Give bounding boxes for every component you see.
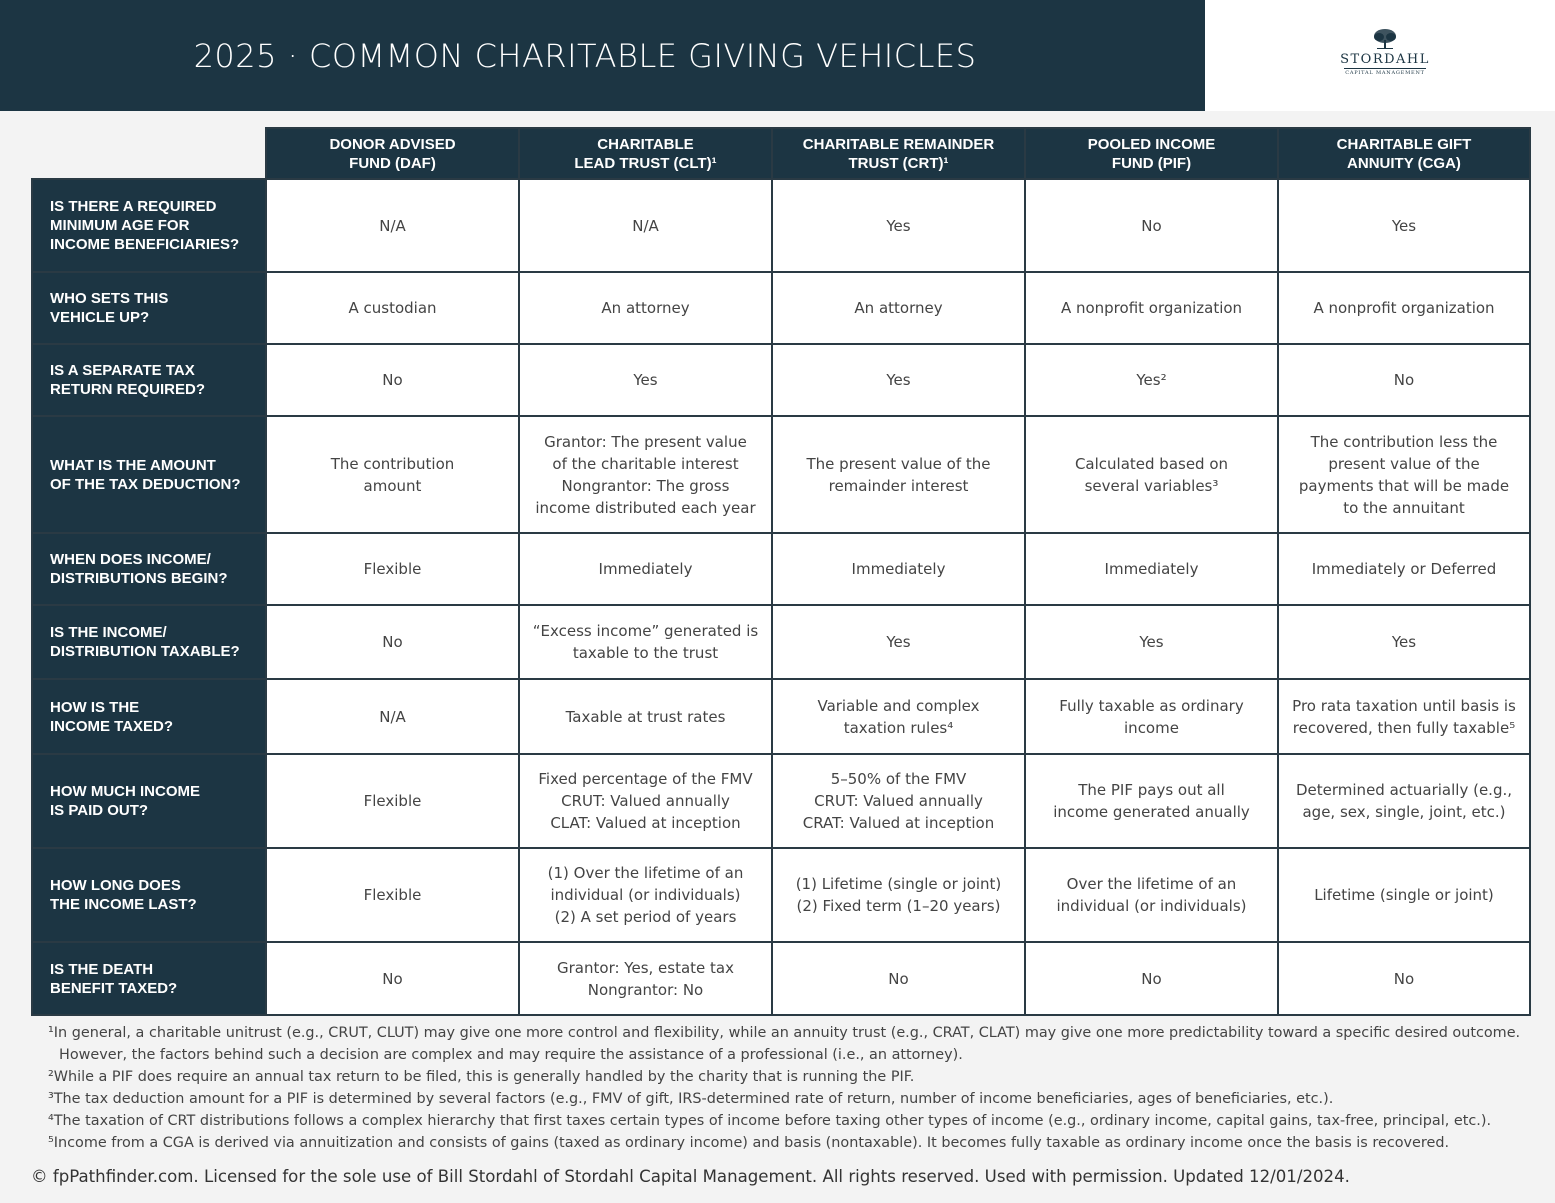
table-cell-daf: The contribution amount — [266, 416, 519, 533]
table-row — [32, 848, 1530, 942]
column-header-daf: DONOR ADVISED FUND (DAF) — [266, 128, 519, 179]
table-cell-cga: No — [1278, 942, 1530, 1015]
table-cell-pif: Yes — [1025, 605, 1278, 679]
comparison-table — [31, 127, 1531, 1016]
table-cell-pif: A nonprofit organization — [1025, 272, 1278, 344]
copyright-notice: © fpPathfinder.com. Licensed for the sole use of Bill Stordahl of Stordahl Capital Management. All rights reserved. Used with permission. Updated 12/01/2024. — [31, 1167, 1350, 1186]
row-header: HOW LONG DOES THE INCOME LAST? — [32, 848, 266, 942]
table-cell-cga: Lifetime (single or joint) — [1278, 848, 1530, 942]
footnote-5: ⁵Income from a CGA is derived via annuitization and consists of gains (taxed as ordinary income) and basis (nontaxable). It becomes fully taxable as ordinary income once the basis is recovered. — [48, 1135, 1450, 1151]
table-cell-clt: Taxable at trust rates — [519, 679, 772, 754]
table-row — [32, 754, 1530, 848]
table-cell-pif: No — [1025, 942, 1278, 1015]
table-cell-daf: N/A — [266, 679, 519, 754]
header-banner — [0, 0, 1205, 111]
logo-name: STORDAHL — [1340, 52, 1430, 67]
table-cell-crt: An attorney — [772, 272, 1025, 344]
table-cell-daf: A custodian — [266, 272, 519, 344]
table-cell-pif: No — [1025, 179, 1278, 272]
row-header: IS A SEPARATE TAX RETURN REQUIRED? — [32, 344, 266, 416]
row-header: WHO SETS THIS VEHICLE UP? — [32, 272, 266, 344]
footnote-1: ¹In general, a charitable unitrust (e.g., CRUT, CLUT) may give one more control and flexibility, while an annuity trust (e.g., CRAT, CLAT) may give one more predictability toward a specific desired outcome. However, the factors behind such a decision are complex and may require the assistance of a professional (i.e., an attorney). — [48, 1025, 1521, 1063]
table-cell-daf: N/A — [266, 179, 519, 272]
row-header: IS THE INCOME/ DISTRIBUTION TAXABLE? — [32, 605, 266, 679]
table-cell-clt: Yes — [519, 344, 772, 416]
table-cell-daf: Flexible — [266, 533, 519, 605]
table-cell-daf: No — [266, 605, 519, 679]
table-cell-clt: “Excess income” generated is taxable to the trust — [519, 605, 772, 679]
column-header-row — [32, 128, 1530, 179]
table-cell-clt: Immediately — [519, 533, 772, 605]
company-logo — [1330, 28, 1440, 76]
table-cell-pif: Yes² — [1025, 344, 1278, 416]
table-cell-clt: Grantor: Yes, estate tax Nongrantor: No — [519, 942, 772, 1015]
footnote-3: ³The tax deduction amount for a PIF is determined by several factors (e.g., FMV of gift, IRS-determined rate of return, number of income beneficiaries, ages of beneficiaries, etc.). — [48, 1091, 1334, 1107]
column-header-cga: CHARITABLE GIFT ANNUITY (CGA) — [1278, 128, 1530, 179]
footnotes — [48, 1022, 1543, 1154]
table-row — [32, 605, 1530, 679]
table-cell-crt: Yes — [772, 179, 1025, 272]
table-cell-clt: An attorney — [519, 272, 772, 344]
table-row — [32, 179, 1530, 272]
table-cell-cga: A nonprofit organization — [1278, 272, 1530, 344]
table-cell-pif: The PIF pays out all income generated anually — [1025, 754, 1278, 848]
row-header: HOW MUCH INCOME IS PAID OUT? — [32, 754, 266, 848]
row-header: WHEN DOES INCOME/ DISTRIBUTIONS BEGIN? — [32, 533, 266, 605]
column-header-pif: POOLED INCOME FUND (PIF) — [1025, 128, 1278, 179]
row-header: WHAT IS THE AMOUNT OF THE TAX DEDUCTION? — [32, 416, 266, 533]
row-header: IS THERE A REQUIRED MINIMUM AGE FOR INCOME BENEFICIARIES? — [32, 179, 266, 272]
table-cell-clt: Fixed percentage of the FMV CRUT: Valued annually CLAT: Valued at inception — [519, 754, 772, 848]
table-cell-clt: (1) Over the lifetime of an individual (or individuals) (2) A set period of years — [519, 848, 772, 942]
logo-subtitle: CAPITAL MANAGEMENT — [1345, 70, 1425, 76]
table-row — [32, 533, 1530, 605]
table-cell-cga: Determined actuarially (e.g., age, sex, single, joint, etc.) — [1278, 754, 1530, 848]
table-cell-crt: (1) Lifetime (single or joint) (2) Fixed term (1–20 years) — [772, 848, 1025, 942]
table-cell-daf: Flexible — [266, 848, 519, 942]
table-cell-crt: No — [772, 942, 1025, 1015]
table-cell-pif: Over the lifetime of an individual (or individuals) — [1025, 848, 1278, 942]
table-cell-daf: No — [266, 344, 519, 416]
table-cell-pif: Fully taxable as ordinary income — [1025, 679, 1278, 754]
table-cell-clt: N/A — [519, 179, 772, 272]
footnote-2: ²While a PIF does require an annual tax return to be filed, this is generally handled by the charity that is running the PIF. — [48, 1069, 915, 1085]
table-cell-crt: The present value of the remainder interest — [772, 416, 1025, 533]
table-cell-crt: Yes — [772, 344, 1025, 416]
table-cell-crt: Immediately — [772, 533, 1025, 605]
table-cell-cga: Immediately or Deferred — [1278, 533, 1530, 605]
table-cell-pif: Calculated based on several variables³ — [1025, 416, 1278, 533]
table-row — [32, 344, 1530, 416]
table-cell-cga: No — [1278, 344, 1530, 416]
table-cell-crt: Variable and complex taxation rules⁴ — [772, 679, 1025, 754]
table-cell-daf: Flexible — [266, 754, 519, 848]
table-row — [32, 272, 1530, 344]
table-cell-cga: The contribution less the present value of the payments that will be made to the annuitant — [1278, 416, 1530, 533]
row-header: IS THE DEATH BENEFIT TAXED? — [32, 942, 266, 1015]
table-cell-cga: Pro rata taxation until basis is recovered, then fully taxable⁵ — [1278, 679, 1530, 754]
table-cell-crt: Yes — [772, 605, 1025, 679]
page-title: 2025 · COMMON CHARITABLE GIVING VEHICLES — [193, 36, 977, 75]
column-header-crt: CHARITABLE REMAINDER TRUST (CRT)¹ — [772, 128, 1025, 179]
table-row — [32, 679, 1530, 754]
column-header-clt: CHARITABLE LEAD TRUST (CLT)¹ — [519, 128, 772, 179]
table-cell-pif: Immediately — [1025, 533, 1278, 605]
table-row — [32, 942, 1530, 1015]
table-corner — [32, 128, 266, 179]
table-cell-crt: 5–50% of the FMV CRUT: Valued annually CRAT: Valued at inception — [772, 754, 1025, 848]
table-cell-cga: Yes — [1278, 179, 1530, 272]
row-header: HOW IS THE INCOME TAXED? — [32, 679, 266, 754]
footnote-4: ⁴The taxation of CRT distributions follows a complex hierarchy that first taxes certain types of income before taxing other types of income (e.g., ordinary income, capital gains, tax-free, principal, etc.). — [48, 1113, 1492, 1129]
table-cell-daf: No — [266, 942, 519, 1015]
table-cell-cga: Yes — [1278, 605, 1530, 679]
table-row — [32, 416, 1530, 533]
table-cell-clt: Grantor: The present value of the charitable interest Nongrantor: The gross income distributed each year — [519, 416, 772, 533]
tree-icon — [1371, 28, 1399, 50]
